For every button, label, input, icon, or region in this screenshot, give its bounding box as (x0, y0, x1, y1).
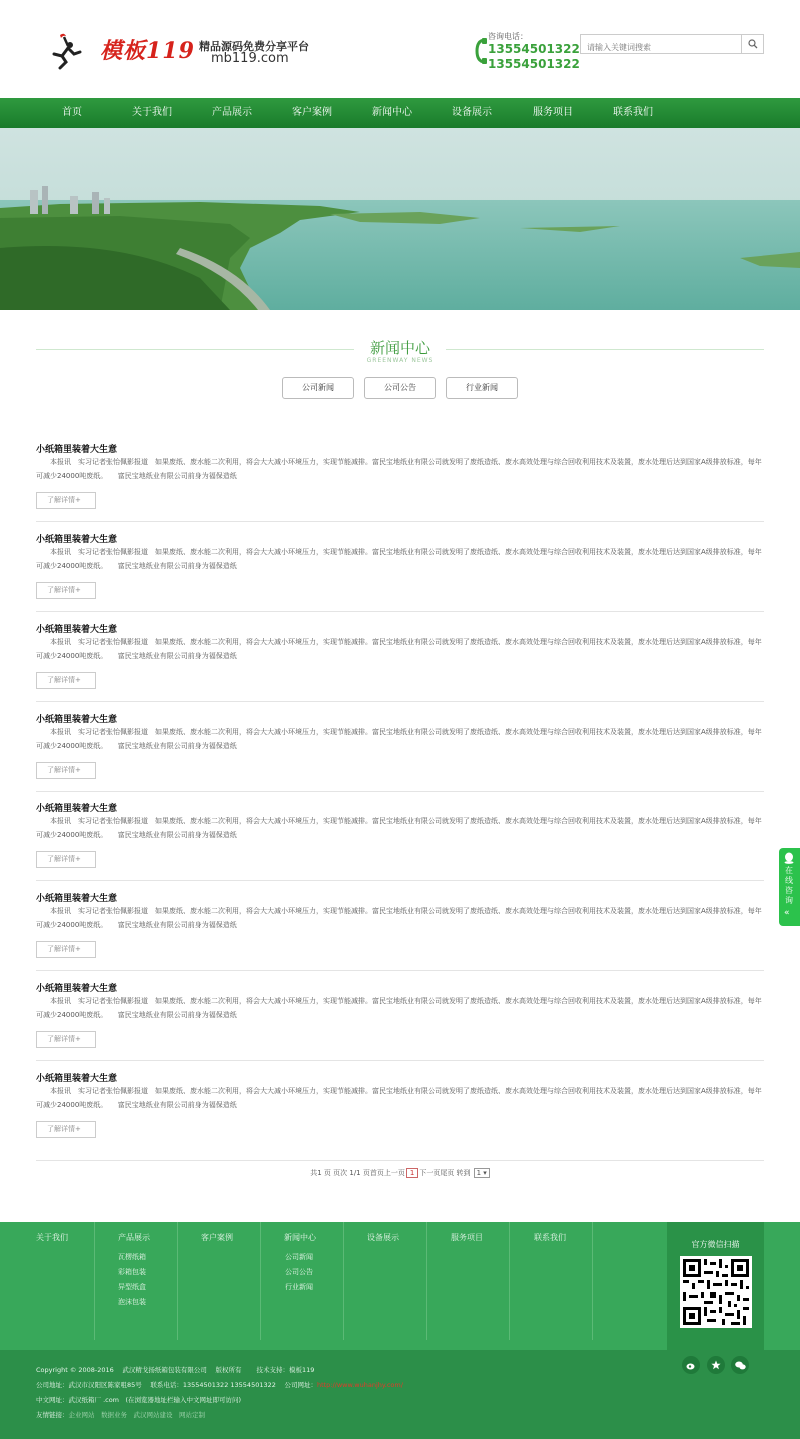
footer-divider (94, 1222, 95, 1340)
friend-links[interactable]: 企业网站 数据业务 武汉网站建设 网站定制 (68, 1411, 205, 1419)
pagination (0, 1168, 800, 1178)
news-title[interactable]: 小纸箱里装着大生意 (36, 894, 118, 904)
footer-head-news[interactable]: 新闻中心 (284, 1233, 316, 1242)
online-consult-button[interactable] (779, 848, 800, 926)
logo-tagline: 精品源码免费分享平台 (199, 40, 309, 53)
hero-banner (0, 128, 800, 310)
news-item (36, 622, 764, 684)
news-divider (36, 1060, 764, 1061)
footer-divider (426, 1222, 427, 1340)
news-divider (36, 521, 764, 522)
nav-news[interactable]: 新闻中心 (372, 107, 412, 118)
news-divider (36, 970, 764, 971)
news-divider (36, 791, 764, 792)
nav-home[interactable]: 首页 (62, 107, 82, 118)
read-more-button[interactable]: 了解详情+ (36, 492, 96, 509)
footer-head-cases[interactable]: 客户案例 (201, 1233, 233, 1242)
news-item (36, 1071, 764, 1133)
news-summary: 本报讯 实习记者张怡佩影报道 如果废纸、废水能二次利用，将会大大减小环境压力，实现节能减排。富民宝地纸业有限公司就发明了废纸造纸、废水高效处理与综合回收利用技术及装置，废水处理后达到国家A级排放标准，每年可减少24000吨废纸。 富民宝地纸业有限公司前身为福保造纸 (36, 638, 762, 660)
footer-divider (177, 1222, 178, 1340)
news-title[interactable]: 小纸箱里装着大生意 (36, 535, 118, 545)
news-summary: 本报讯 实习记者张怡佩影报道 如果废纸、废水能二次利用，将会大大减小环境压力，实现节能减排。富民宝地纸业有限公司就发明了废纸造纸、废水高效处理与综合回收利用技术及装置，废水处理后达到国家A级排放标准，每年可减少24000吨废纸。 富民宝地纸业有限公司前身为福保造纸 (36, 458, 762, 480)
read-more-button[interactable]: 了解详情+ (36, 672, 96, 689)
read-more-button[interactable]: 了解详情+ (36, 851, 96, 868)
phone-number-2: 13554501322 (488, 57, 580, 71)
footer-link[interactable]: 彩箱包装 (118, 1268, 146, 1276)
search-input[interactable] (581, 39, 741, 57)
news-divider (36, 611, 764, 612)
chinese-url-text: 中文网址：武汉纸箱厂 .com (在浏览器地址栏输入中文网址即可访问) (36, 1396, 242, 1404)
news-item (36, 442, 764, 504)
news-item (36, 891, 764, 953)
footer-divider (592, 1222, 593, 1340)
phone-icon (474, 38, 488, 64)
footer-link[interactable]: 瓦楞纸箱 (118, 1253, 146, 1261)
footer-link[interactable]: 泡沫包装 (118, 1298, 146, 1306)
tab-company-notice[interactable]: 公司公告 (364, 377, 436, 399)
friend-links-line (36, 1410, 205, 1419)
news-title[interactable]: 小纸箱里装着大生意 (36, 984, 118, 994)
site-header (0, 0, 800, 98)
star-glyph-icon (711, 1360, 721, 1370)
nav-about[interactable]: 关于我们 (132, 107, 172, 118)
footer-link[interactable]: 行业新闻 (285, 1283, 313, 1291)
news-item (36, 712, 764, 774)
weibo-glyph-icon (686, 1361, 696, 1370)
pager-jump-select[interactable]: 1 ▾ (474, 1168, 490, 1178)
friend-links-label: 友情链接： (36, 1411, 69, 1419)
copyright-text: Copyright © 2008-2016 武汉精戈扬纸箱包装有限公司 版权所有 技术支持：模板119 (36, 1366, 315, 1374)
search-icon (748, 39, 758, 49)
site-link[interactable]: http://www.wuhanjhy.com/ (316, 1381, 403, 1389)
footer-head-equipment[interactable]: 设备展示 (367, 1233, 399, 1242)
phone-number-1: 13554501322 (488, 42, 580, 56)
search-box (580, 34, 764, 54)
wechat-icon[interactable] (731, 1356, 749, 1374)
news-title[interactable]: 小纸箱里装着大生意 (36, 445, 118, 455)
news-divider (36, 1160, 764, 1161)
nav-products[interactable]: 产品展示 (212, 107, 252, 118)
qr-label: 官方微信扫描 (691, 1240, 740, 1249)
read-more-button[interactable]: 了解详情+ (36, 1121, 96, 1138)
news-summary: 本报讯 实习记者张怡佩影报道 如果废纸、废水能二次利用，将会大大减小环境压力，实现节能减排。富民宝地纸业有限公司就发明了废纸造纸、废水高效处理与综合回收利用技术及装置，废水处理后达到国家A级排放标准，每年可减少24000吨废纸。 富民宝地纸业有限公司前身为福保造纸 (36, 728, 762, 750)
news-divider (36, 880, 764, 881)
online-consult-label: 在线咨询 (785, 866, 793, 905)
footer-head-about[interactable]: 关于我们 (36, 1233, 68, 1242)
logo-url: mb119.com (211, 51, 289, 66)
nav-contact[interactable]: 联系我们 (613, 107, 653, 118)
collapse-arrow-icon: « (784, 908, 790, 918)
news-title[interactable]: 小纸箱里装着大生意 (36, 625, 118, 635)
pager-next-links[interactable]: 下一页尾页 转到 (419, 1169, 471, 1177)
section-title: 新闻中心 (369, 339, 430, 357)
lake-landscape-image (0, 128, 800, 310)
footer-divider (343, 1222, 344, 1340)
nav-cases[interactable]: 客户案例 (292, 107, 332, 118)
news-summary: 本报讯 实习记者张怡佩影报道 如果废纸、废水能二次利用，将会大大减小环境压力，实现节能减排。富民宝地纸业有限公司就发明了废纸造纸、废水高效处理与综合回收利用技术及装置，废水处理后达到国家A级排放标准，每年可减少24000吨废纸。 富民宝地纸业有限公司前身为福保造纸 (36, 817, 762, 839)
news-summary: 本报讯 实习记者张怡佩影报道 如果废纸、废水能二次利用，将会大大减小环境压力，实现节能减排。富民宝地纸业有限公司就发明了废纸造纸、废水高效处理与综合回收利用技术及装置，废水处理后达到国家A级排放标准，每年可减少24000吨废纸。 富民宝地纸业有限公司前身为福保造纸 (36, 1087, 762, 1109)
runner-logo-icon[interactable] (46, 32, 86, 70)
contact-line (36, 1380, 403, 1389)
nav-equipment[interactable]: 设备展示 (452, 107, 492, 118)
section-subtitle: GREENWAY NEWS (366, 357, 434, 364)
news-summary: 本报讯 实习记者张怡佩影报道 如果废纸、废水能二次利用，将会大大减小环境压力，实现节能减排。富民宝地纸业有限公司就发明了废纸造纸、废水高效处理与综合回收利用技术及装置，废水处理后达到国家A级排放标准，每年可减少24000吨废纸。 富民宝地纸业有限公司前身为福保造纸 (36, 997, 762, 1019)
footer-link[interactable]: 公司新闻 (285, 1253, 313, 1261)
footer-divider (260, 1222, 261, 1340)
read-more-button[interactable]: 了解详情+ (36, 941, 96, 958)
search-button[interactable] (741, 35, 763, 53)
footer-link[interactable]: 异型纸盒 (118, 1283, 146, 1291)
footer-head-contact[interactable]: 联系我们 (534, 1233, 566, 1242)
tab-company-news[interactable]: 公司新闻 (282, 377, 354, 399)
pager-current-page[interactable]: 1 (406, 1168, 418, 1178)
main-nav (0, 98, 800, 128)
news-item (36, 801, 764, 863)
footer-divider (509, 1222, 510, 1340)
phone-label: 咨询电话： (488, 32, 528, 41)
news-item (36, 532, 764, 594)
news-item (36, 981, 764, 1043)
news-divider (36, 701, 764, 702)
nav-services[interactable]: 服务项目 (533, 107, 573, 118)
wechat-glyph-icon (735, 1361, 746, 1370)
footer-head-products[interactable]: 产品展示 (118, 1233, 150, 1242)
news-title[interactable]: 小纸箱里装着大生意 (36, 1074, 118, 1084)
qq-icon (783, 852, 795, 864)
footer-link[interactable]: 公司公告 (285, 1268, 313, 1276)
logo-wordmark[interactable]: 模板119 (100, 38, 195, 64)
news-summary: 本报讯 实习记者张怡佩影报道 如果废纸、废水能二次利用，将会大大减小环境压力，实现节能减排。富民宝地纸业有限公司就发明了废纸造纸、废水高效处理与综合回收利用技术及装置，废水处理后达到国家A级排放标准，每年可减少24000吨废纸。 富民宝地纸业有限公司前身为福保造纸 (36, 907, 762, 929)
pager-summary[interactable]: 共1 页 页次 1/1 页首页上一页 (310, 1169, 405, 1177)
read-more-button[interactable]: 了解详情+ (36, 1031, 96, 1048)
footer-head-services[interactable]: 服务项目 (451, 1233, 483, 1242)
news-summary: 本报讯 实习记者张怡佩影报道 如果废纸、废水能二次利用，将会大大减小环境压力，实现节能减排。富民宝地纸业有限公司就发明了废纸造纸、废水高效处理与综合回收利用技术及装置，废水处理后达到国家A级排放标准，每年可减少24000吨废纸。 富民宝地纸业有限公司前身为福保造纸 (36, 548, 762, 570)
read-more-button[interactable]: 了解详情+ (36, 762, 96, 779)
news-title[interactable]: 小纸箱里装着大生意 (36, 804, 118, 814)
weibo-icon[interactable] (682, 1356, 700, 1374)
news-title[interactable]: 小纸箱里装着大生意 (36, 715, 118, 725)
address-text: 公司地址：武汉市汉阳区陈家咀85号 联系电话：13554501322 13554501322 公司网址： (36, 1381, 317, 1389)
read-more-button[interactable]: 了解详情+ (36, 582, 96, 599)
wechat-qr-code (680, 1256, 752, 1328)
star-icon[interactable] (707, 1356, 725, 1374)
tab-industry-news[interactable]: 行业新闻 (446, 377, 518, 399)
